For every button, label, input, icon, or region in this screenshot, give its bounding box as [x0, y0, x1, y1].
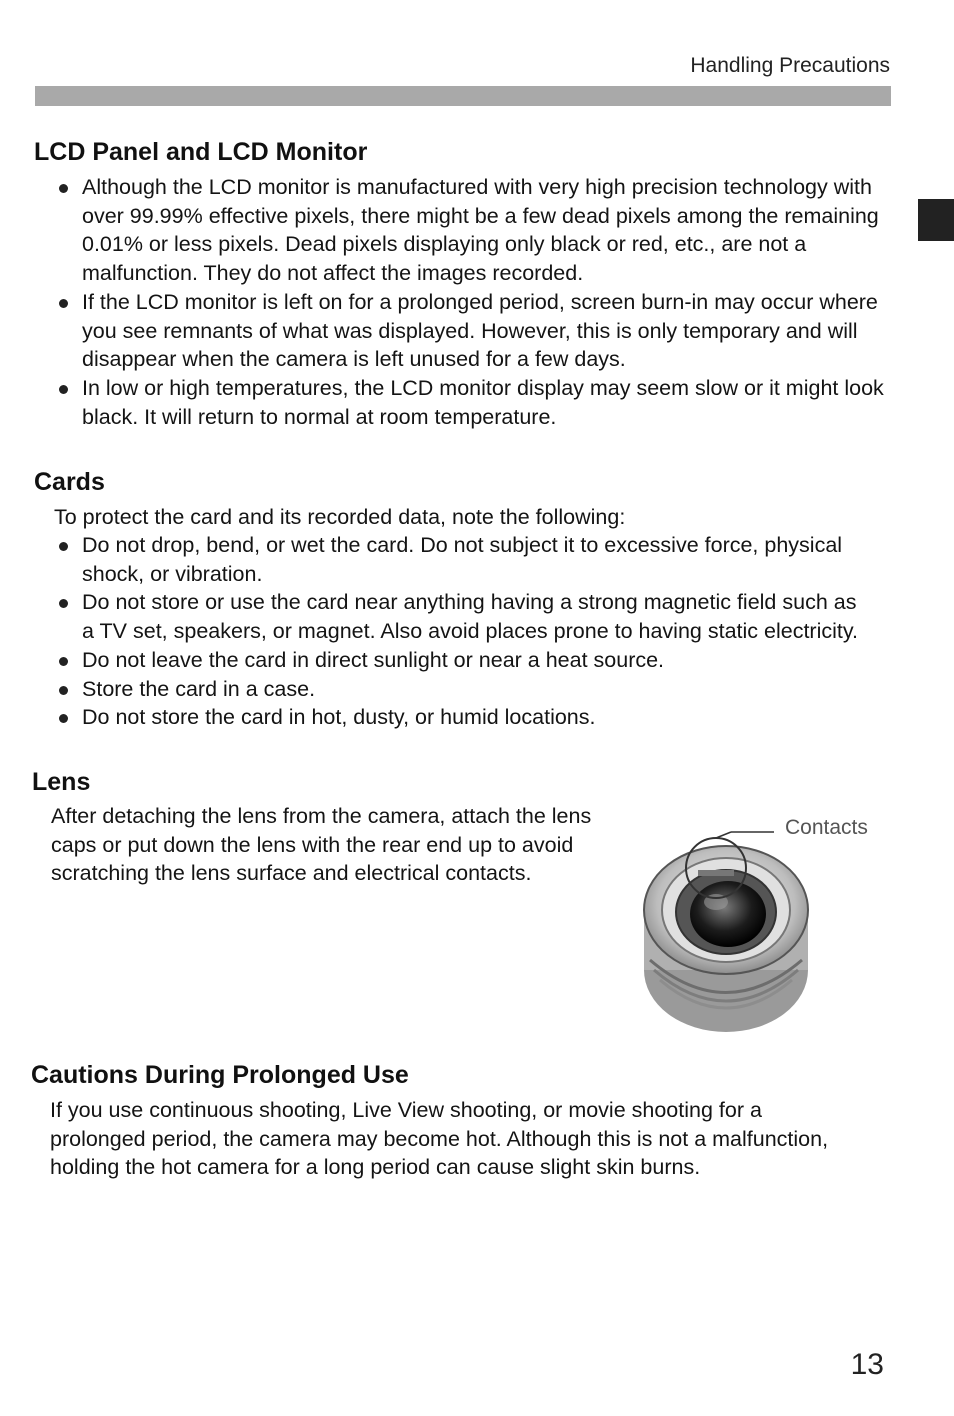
contacts-leader-line	[716, 832, 731, 838]
running-header: Handling Precautions	[690, 54, 890, 77]
lens-text: After detaching the lens from the camera, attach the lens caps or put down the lens with the rear end up to avoid scratching the lens surface and electrical contacts.	[51, 804, 592, 886]
list-item: In low or high temperatures, the LCD monitor display may seem slow or it might look black. It will return to normal at room temperature.	[54, 374, 886, 431]
list-item: Do not leave the card in direct sunlight or near a heat source.	[54, 646, 864, 675]
list-item: Store the card in a case.	[54, 675, 864, 704]
section-title-cautions: Cautions During Prolonged Use	[31, 1061, 409, 1089]
section-title-lcd: LCD Panel and LCD Monitor	[34, 138, 368, 166]
list-item: Do not store or use the card near anything having a strong magnetic field such as a TV set, speakers, or magnet. Also avoid places prone to having static electricity.	[54, 588, 864, 645]
chapter-tab-marker	[918, 199, 954, 241]
cards-intro: To protect the card and its recorded data, note the following:	[54, 505, 626, 529]
lcd-bullet-list	[54, 173, 886, 431]
lens-rear-illustration	[636, 810, 896, 1040]
header-bar	[35, 86, 891, 106]
cautions-text: If you use continuous shooting, Live View shooting, or movie shooting for a prolonged period, the camera may become hot. Although this is not a malfunction, holding the hot camera for a long period can cause slight skin burns.	[50, 1098, 829, 1180]
lens-rear-glass	[690, 881, 766, 947]
cards-bullet-list	[54, 531, 864, 732]
contact-pins	[698, 870, 734, 876]
section-title-lens: Lens	[32, 768, 91, 796]
page-number: 13	[850, 1348, 884, 1381]
contacts-label: Contacts	[785, 816, 868, 839]
section-title-cards: Cards	[34, 468, 105, 496]
list-item: Do not drop, bend, or wet the card. Do not subject it to excessive force, physical shock, or vibration.	[54, 531, 864, 588]
list-item: Do not store the card in hot, dusty, or humid locations.	[54, 703, 864, 732]
list-item: If the LCD monitor is left on for a prolonged period, screen burn-in may occur where you see remnants of what was displayed. However, this is only temporary and will disappear when the camera is left unused for a few days.	[54, 288, 886, 374]
lens-illustration-svg	[636, 810, 896, 1040]
list-item: Although the LCD monitor is manufactured with very high precision technology with over 99.99% effective pixels, there might be a few dead pixels among the remaining 0.01% or less pixels. Dead pixels displaying only black or red, etc., are not a malfunction. They do not affect the images recorded.	[54, 173, 886, 288]
